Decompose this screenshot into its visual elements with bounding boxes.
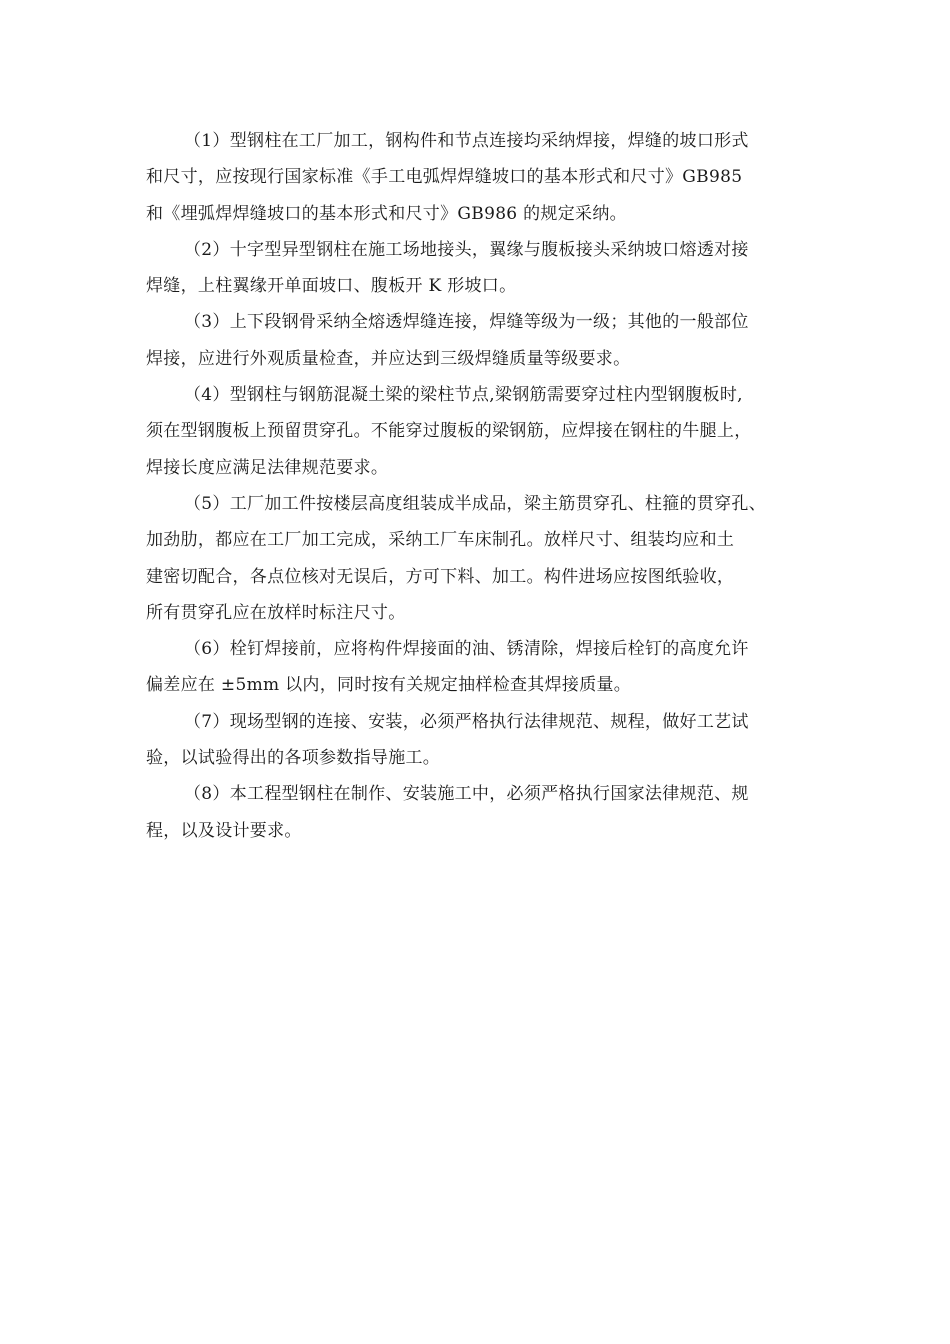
paragraph-line: 和尺寸，应按现行国家标准《手工电弧焊焊缝坡口的基本形式和尺寸》GB985 — [146, 167, 743, 188]
paragraph-line: 和《埋弧焊焊缝坡口的基本形式和尺寸》GB986 的规定采纳。 — [146, 203, 627, 224]
paragraph-line: （2）十字型异型钢柱在施工场地接头，翼缘与腹板接头采纳坡口熔透对接 — [184, 239, 749, 260]
paragraph-line: 加劲肋，都应在工厂加工完成，采纳工厂车床制孔。放样尺寸、组装均应和土 — [146, 530, 735, 551]
paragraph-line: 偏差应在 ±5mm 以内，同时按有关规定抽样检查其焊接质量。 — [146, 675, 632, 696]
paragraph-line: 焊接，应进行外观质量检查，并应达到三级焊缝质量等级要求。 — [146, 348, 631, 369]
paragraph-line: （7）现场型钢的连接、安装，必须严格执行法律规范、规程，做好工艺试 — [184, 711, 749, 732]
paragraph-line: 程，以及设计要求。 — [146, 820, 302, 841]
paragraph-line: 焊缝，上柱翼缘开单面坡口、腹板开 K 形坡口。 — [146, 276, 517, 297]
paragraph-line: 须在型钢腹板上预留贯穿孔。不能穿过腹板的梁钢筋，应焊接在钢柱的牛腿上， — [146, 421, 752, 442]
paragraph — [146, 704, 826, 777]
paragraph — [146, 232, 826, 305]
paragraph-line: （5）工厂加工件按楼层高度组装成半成品，梁主筋贯穿孔、柱箍的贯穿孔、 — [184, 493, 767, 514]
document-body — [146, 123, 826, 849]
paragraph — [146, 377, 826, 486]
paragraph-line: （1）型钢柱在工厂加工，钢构件和节点连接均采纳焊接，焊缝的坡口形式 — [184, 131, 749, 151]
paragraph-line: （6）栓钉焊接前，应将构件焊接面的油、锈清除，焊接后栓钉的高度允许 — [184, 639, 749, 660]
paragraph — [146, 123, 826, 232]
paragraph — [146, 486, 826, 631]
paragraph-line: （4）型钢柱与钢筋混凝土梁的梁柱节点,梁钢筋需要穿过柱内型钢腹板时, — [184, 385, 743, 406]
paragraph-line: 建密切配合，各点位核对无误后，方可下料、加工。构件进场应按图纸验收， — [146, 566, 735, 587]
paragraph-line: （8）本工程型钢柱在制作、安装施工中，必须严格执行国家法律规范、规 — [184, 784, 749, 805]
paragraph-line: 焊接长度应满足法律规范要求。 — [146, 457, 389, 478]
paragraph — [146, 304, 826, 377]
paragraph — [146, 776, 826, 849]
paragraph-line: 所有贯穿孔应在放样时标注尺寸。 — [146, 602, 406, 623]
paragraph-line: （3）上下段钢骨采纳全熔透焊缝连接，焊缝等级为一级；其他的一般部位 — [184, 312, 749, 333]
paragraph — [146, 631, 826, 704]
paragraph-line: 验，以试验得出的各项参数指导施工。 — [146, 748, 441, 769]
